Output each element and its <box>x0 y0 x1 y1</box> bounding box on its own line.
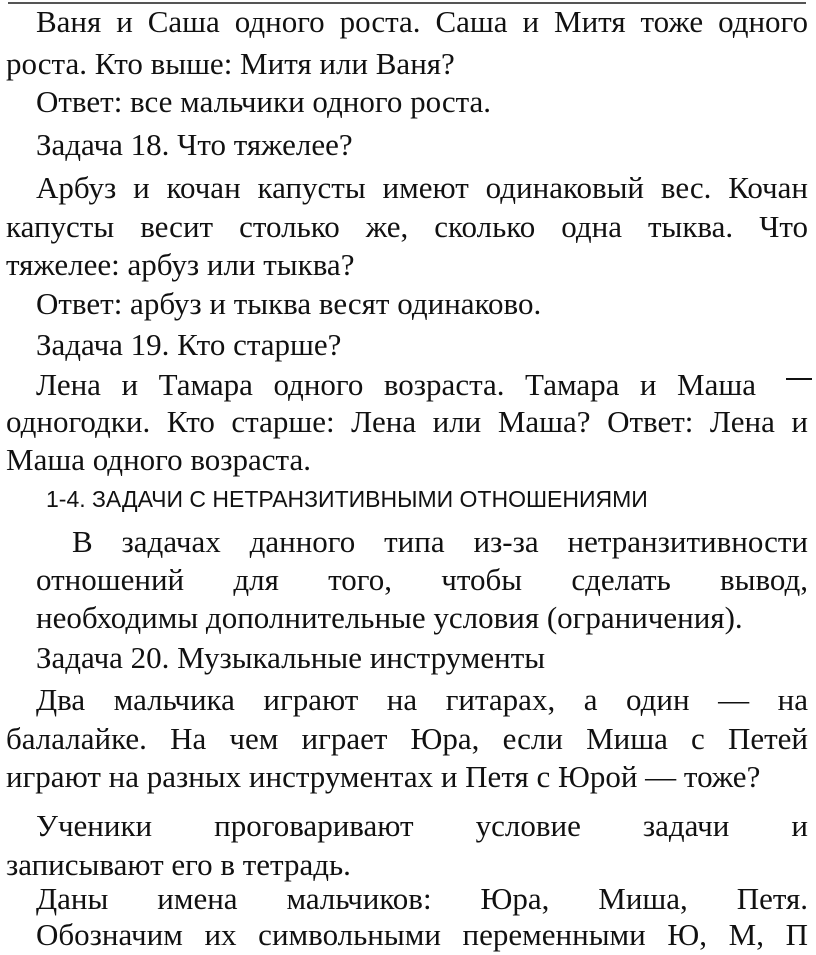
text-line: отношений для того, чтобы сделать вывод, <box>36 562 808 597</box>
text-line: тяжелее: арбуз или тыква? <box>6 247 355 282</box>
text-line: записывают его в тетрадь. <box>6 847 351 882</box>
text-line: Два мальчика играют на гитарах, а один — на <box>36 682 808 717</box>
text-line: капусты весит столько же, сколько одна тыква. Что <box>6 209 808 244</box>
text-line: Маша одного возраста. <box>6 442 311 477</box>
text-line: Ученики проговаривают условие задачи и <box>36 808 808 843</box>
text-line: играют на разных инструментах и Петя с Юрой — тоже? <box>6 759 761 794</box>
text-line: Даны имена мальчиков: Юра, Миша, Петя. <box>36 881 808 916</box>
text-line: необходимы дополнительные условия (ограничения). <box>36 600 743 635</box>
text-line: Лена и Тамара одного возраста. Тамара и Маша <box>36 367 756 402</box>
text-line: Обозначим их символьными переменными Ю, М, П <box>36 917 808 952</box>
task-title-19: Задача 19. Кто старше? <box>36 327 342 362</box>
text-line: В задачах данного типа из-за нетранзитивности <box>72 524 808 559</box>
task-title-20: Задача 20. Музыкальные инструменты <box>36 640 546 675</box>
answer-line: Ответ: арбуз и тыква весят одинаково. <box>36 286 542 321</box>
text-line: балалайке. На чем играет Юра, если Миша с Петей <box>6 721 808 756</box>
task-title-18: Задача 18. Что тяжелее? <box>36 127 353 162</box>
text-line: одногодки. Кто старше: Лена или Маша? Ответ: Лена и <box>6 404 808 439</box>
answer-line: Ответ: все мальчики одного роста. <box>36 84 492 119</box>
dash-mark <box>786 378 812 380</box>
text-line: Ваня и Саша одного роста. Саша и Митя тоже одного <box>36 4 808 39</box>
text-line: Арбуз и кочан капусты имеют одинаковый вес. Кочан <box>36 170 808 205</box>
section-heading: 1-4. ЗАДАЧИ С НЕТРАНЗИТИВНЫМИ ОТНОШЕНИЯМИ <box>46 486 648 512</box>
text-line: роста. Кто выше: Митя или Ваня? <box>6 46 455 81</box>
